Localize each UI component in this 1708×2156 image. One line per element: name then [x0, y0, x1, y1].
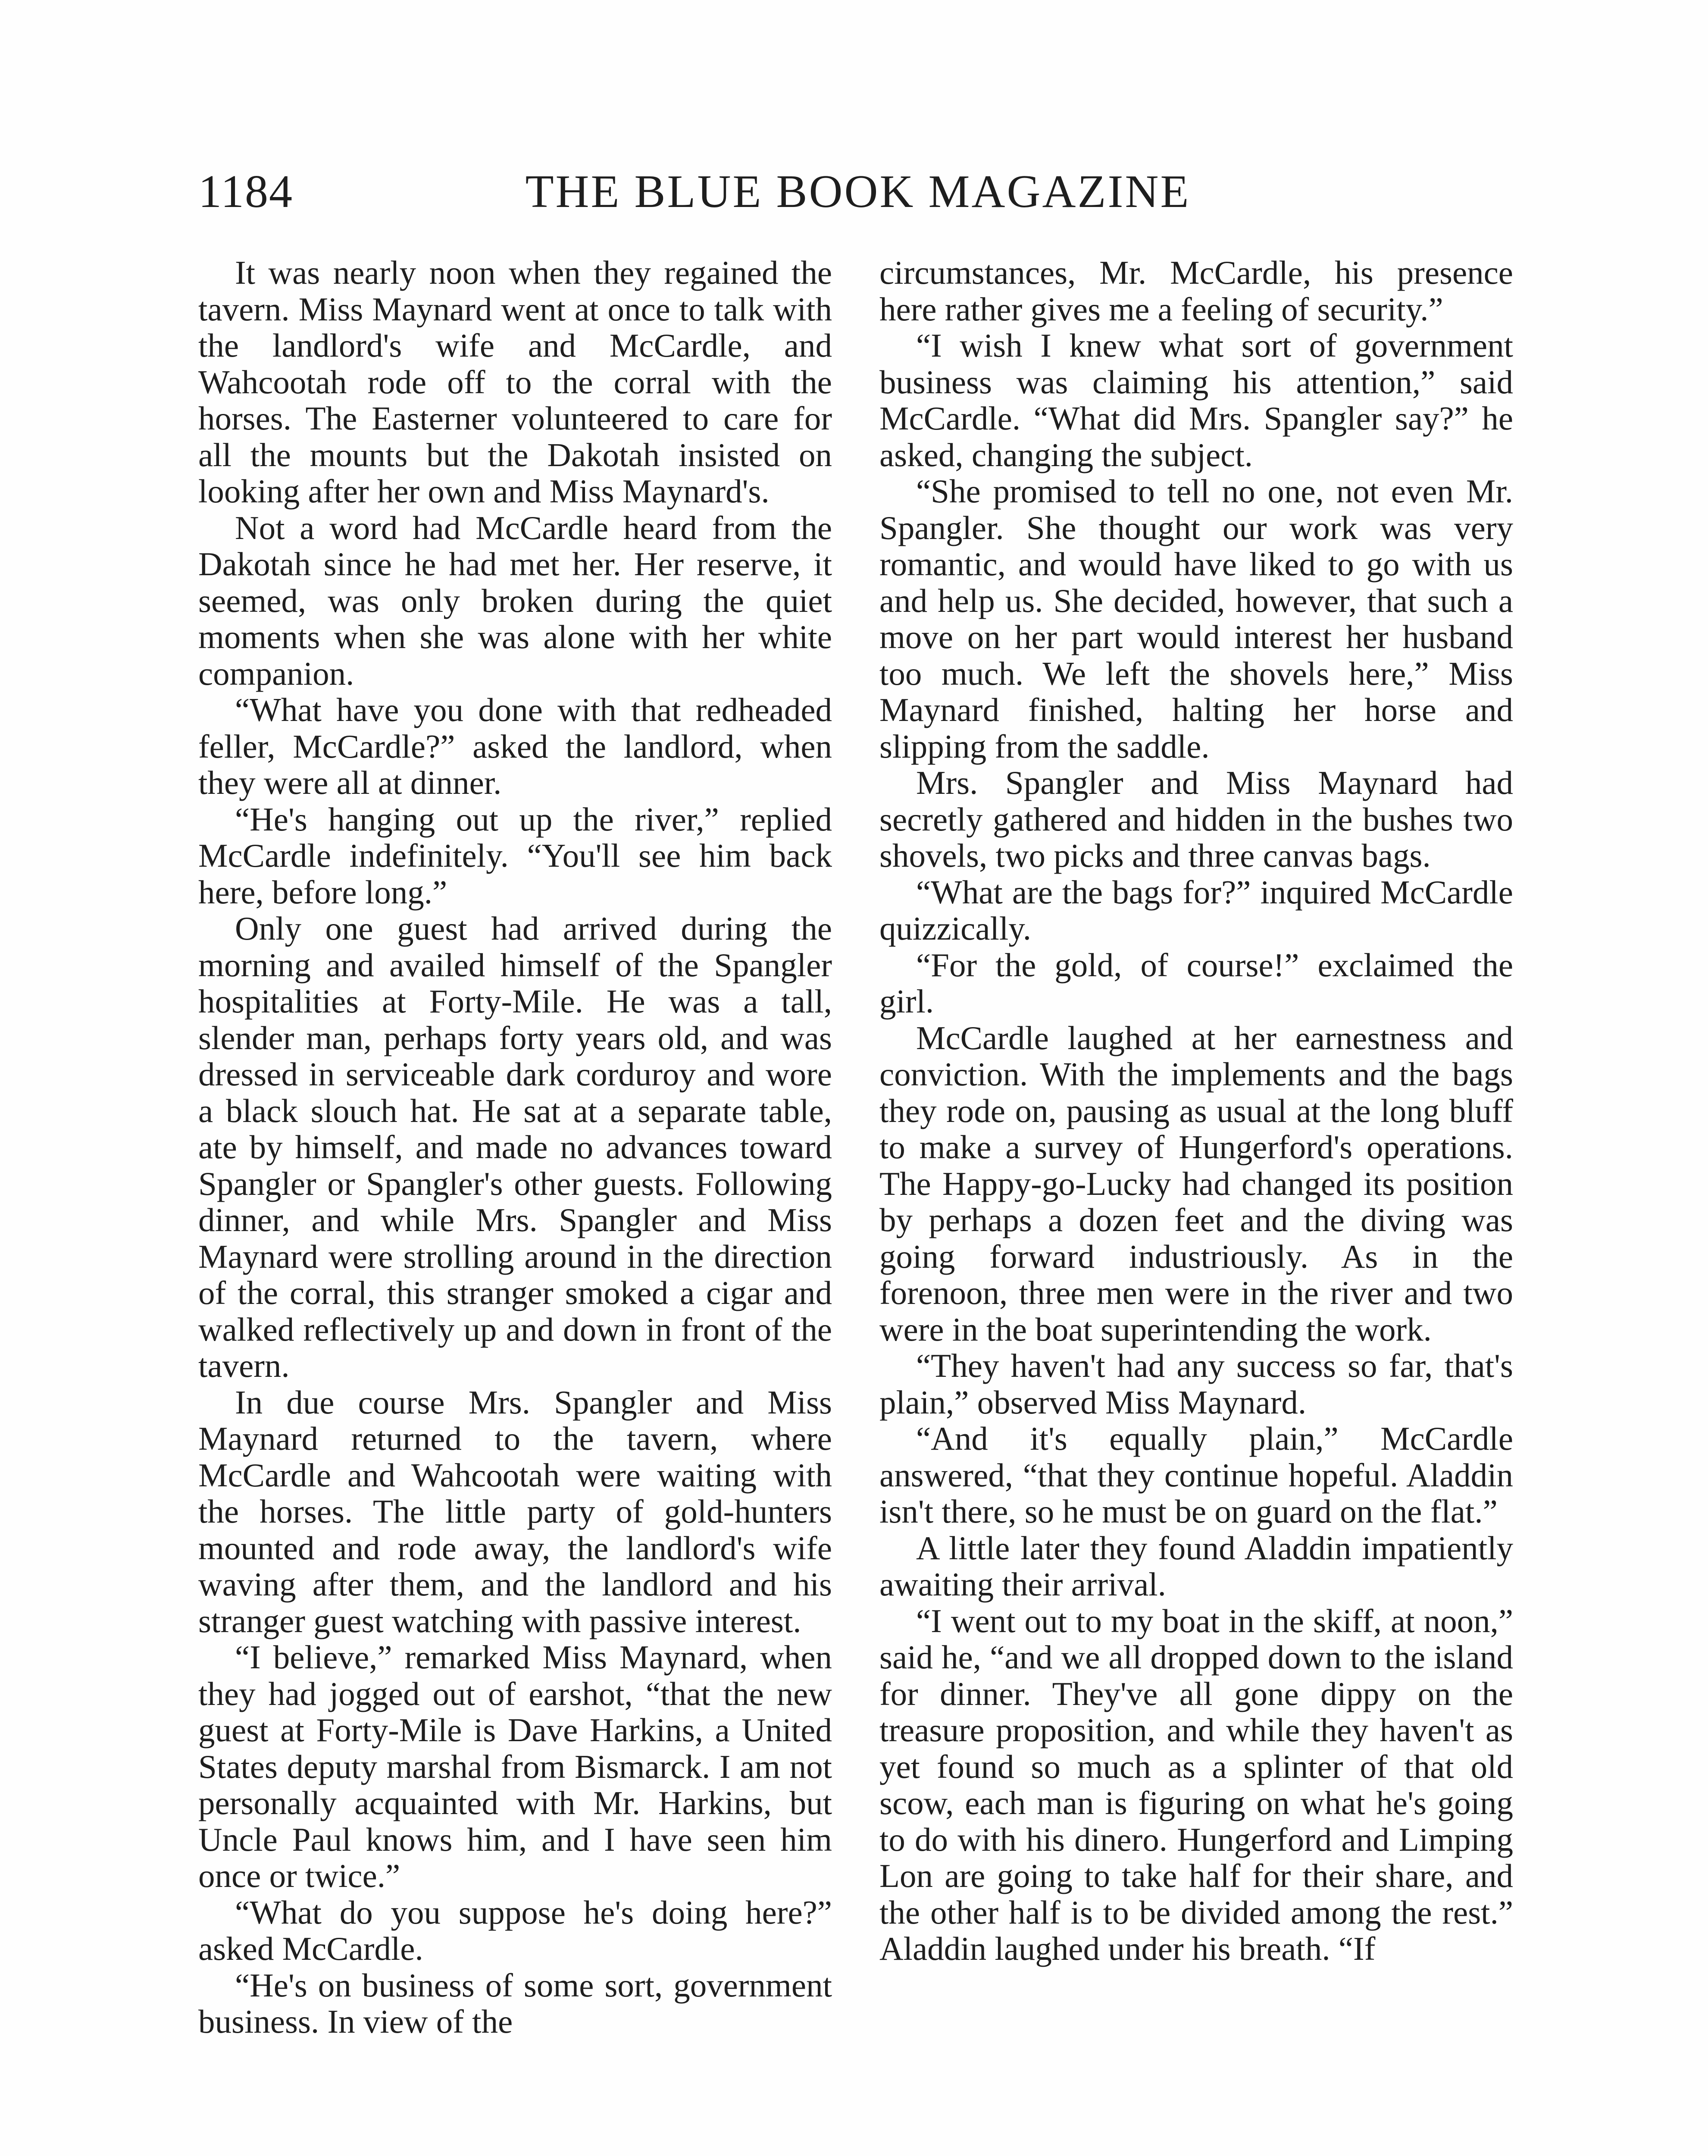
page-number: 1184: [198, 166, 293, 217]
paragraph: A little later they found Aladdin impatiently awaiting their arrival.: [879, 1529, 1513, 1603]
paragraph: “And it's equally plain,” McCardle answered, “that they continue hopeful. Aladdin isn't there, so he must be on guard on the flat.”: [879, 1420, 1513, 1530]
paragraph: “I went out to my boat in the skiff, at noon,” said he, “and we all dropped down to the island for dinner. They've all gone dippy on the treasure proposition, and while they haven't as yet found so much as a splinter of that old scow, each man is figuring on what he's going to do with his dinero. Hungerford and Limping Lon are going to take half for their share, and the other half is to be divided among the rest.” Aladdin laughed under his breath. “If: [879, 1602, 1513, 1967]
paragraph: It was nearly noon when they regained the tavern. Miss Maynard went at once to talk with the landlord's wife and McCardle, and Wahcootah rode off to the corral with the horses. The Easterner volunteered to care for all the mounts but the Dakotah insisted on looking after her own and Miss Maynard's.: [198, 254, 832, 510]
paragraph: “For the gold, of course!” exclaimed the girl.: [879, 946, 1513, 1020]
paragraph: Mrs. Spangler and Miss Maynard had secretly gathered and hidden in the bushes two shovels, two picks and three canvas bags.: [879, 764, 1513, 874]
paragraph: McCardle laughed at her earnestness and conviction. With the implements and the bags they rode on, pausing as usual at the long bluff to make a survey of Hungerford's operations. The Happy-go-Lucky had changed its position by perhaps a dozen feet and the diving was going forward industriously. As in the forenoon, three men were in the river and two were in the boat superintending the work.: [879, 1019, 1513, 1348]
paragraph: “They haven't had any success so far, that's plain,” observed Miss Maynard.: [879, 1347, 1513, 1421]
paragraph: “He's hanging out up the river,” replied McCardle indefinitely. “You'll see him back here, before long.”: [198, 800, 832, 911]
paragraph: Only one guest had arrived during the morning and availed himself of the Spangler hospitalities at Forty-Mile. He was a tall, slender man, perhaps forty years old, and was dressed in serviceable dark corduroy and wore a black slouch hat. He sat at a separate table, ate by himself, and made no advances toward Spangler or Spangler's other guests. Following dinner, and while Mrs. Spangler and Miss Maynard were strolling around in the direction of the corral, this stranger smoked a cigar and walked reflectively up and down in front of the tavern.: [198, 910, 832, 1384]
paragraph: “What are the bags for?” inquired McCardle quizzically.: [879, 873, 1513, 947]
paragraph: Not a word had McCardle heard from the Dakotah since he had met her. Her reserve, it seemed, was only broken during the quiet moments when she was alone with her white companion.: [198, 509, 832, 692]
paragraph: “I wish I knew what sort of government business was claiming his attention,” said McCardle. “What did Mrs. Spangler say?” he asked, changing the subject.: [879, 327, 1513, 473]
continued-paragraph: circumstances, Mr. McCardle, his presence here rather gives me a feeling of security.”: [879, 254, 1513, 328]
running-title: THE BLUE BOOK MAGAZINE: [525, 166, 1191, 217]
paragraph: “He's on business of some sort, government business. In view of the: [198, 1966, 832, 2040]
paragraph: “What do you suppose he's doing here?” asked McCardle.: [198, 1893, 832, 1967]
paragraph: In due course Mrs. Spangler and Miss Maynard returned to the tavern, where McCardle and Wahcootah were waiting with the horses. The little party of gold-hunters mounted and rode away, the landlord's wife waving after them, and the landlord and his stranger guest watching with passive interest.: [198, 1383, 832, 1639]
paragraph: “She promised to tell no one, not even Mr. Spangler. She thought our work was very romantic, and would have liked to go with us and help us. She decided, however, that such a move on her part would interest her husband too much. We left the shovels here,” Miss Maynard finished, halting her horse and slipping from the saddle.: [879, 473, 1513, 765]
page-header: [198, 160, 1517, 224]
paragraph: “I believe,” remarked Miss Maynard, when they had jogged out of earshot, “that the new guest at Forty-Mile is Dave Harkins, a United States deputy marshal from Bismarck. I am not personally acquainted with Mr. Harkins, but Uncle Paul knows him, and I have seen him once or twice.”: [198, 1639, 832, 1894]
left-column: [198, 254, 832, 2156]
paragraph: “What have you done with that redheaded feller, McCardle?” asked the landlord, when they were all at dinner.: [198, 691, 832, 801]
right-column: [879, 254, 1513, 2156]
